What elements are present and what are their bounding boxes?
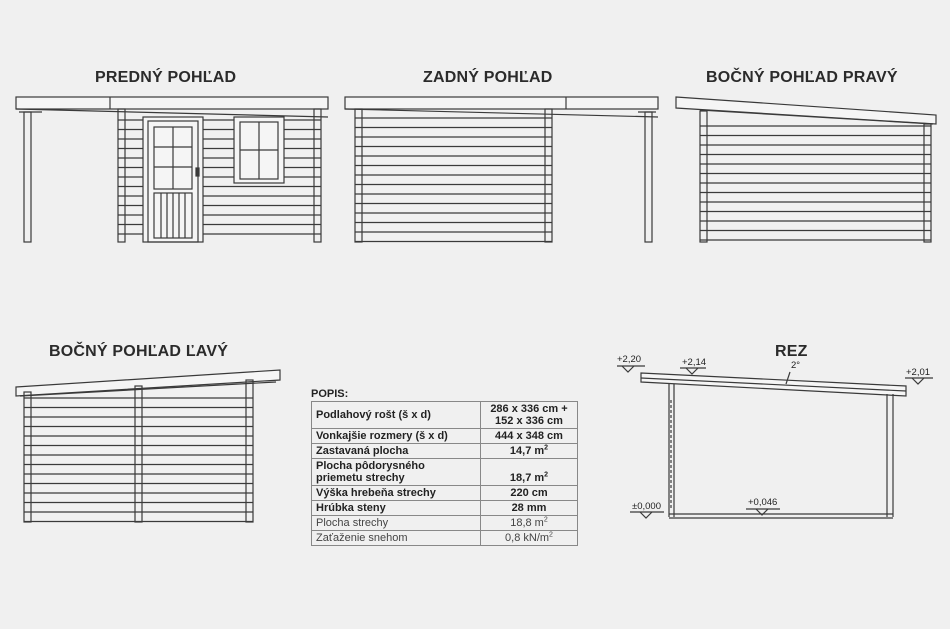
spec-label: Podlahový rošt (š x d): [312, 402, 481, 429]
level-top-right: +2,01: [906, 367, 931, 378]
spec-row-roof-area: [312, 516, 578, 531]
spec-label: Zastavaná plocha: [312, 444, 481, 459]
spec-title: POPIS:: [311, 388, 349, 400]
spec-value: 0,8 $kN/m^2$: [481, 531, 578, 546]
section-slope: 2°: [791, 360, 801, 371]
spec-value: 18,7 $m^2$: [481, 459, 578, 486]
spec-row-floor-grid: [312, 402, 578, 429]
front-view-drawing: [16, 97, 328, 242]
spec-row-wall-thickness: [312, 501, 578, 516]
spec-row-outer-dimensions: [312, 429, 578, 444]
spec-value: 220 cm: [481, 486, 578, 501]
spec-value: 286 x 336 cm + 152 x 336 cm: [481, 402, 578, 429]
level-floor-mid: +0,046: [748, 497, 778, 508]
spec-row-snow-load: [312, 531, 578, 546]
spec-value: 14,7 $m^2$: [481, 444, 578, 459]
side-left-view-title: BOČNÝ POHĽAD ĽAVÝ: [49, 343, 229, 360]
spec-row-built-area: [312, 444, 578, 459]
back-view-drawing: [345, 97, 658, 242]
spec-label: Hrúbka steny: [312, 501, 481, 516]
spec-label: Plocha strechy: [312, 516, 481, 531]
side-right-view-drawing: [676, 97, 936, 242]
spec-label: Výška hrebeňa strechy: [312, 486, 481, 501]
spec-value: 18,8 $m^2$: [481, 516, 578, 531]
spec-row-ridge-height: [312, 486, 578, 501]
section-view-title: REZ: [775, 343, 808, 360]
spec-label: Vonkajšie rozmery (š x d): [312, 429, 481, 444]
spec-label: Plocha pôdorysného priemetu strechy: [312, 459, 481, 486]
spec-value: 28 mm: [481, 501, 578, 516]
side-left-view-drawing: [16, 370, 280, 522]
spec-row-roof-projection: [312, 459, 578, 486]
side-right-view-title: BOČNÝ POHĽAD PRAVÝ: [706, 69, 898, 86]
level-floor-left: ±0,000: [632, 501, 661, 512]
level-top-left: +2,20: [617, 354, 642, 365]
spec-table: [311, 401, 578, 546]
spec-value: 444 x 348 cm: [481, 429, 578, 444]
section-view-drawing: [617, 366, 933, 518]
front-view-title: PREDNÝ POHĽAD: [95, 69, 237, 86]
spec-label: Zaťaženie snehom: [312, 531, 481, 546]
level-top-mid: +2,14: [682, 357, 707, 368]
back-view-title: ZADNÝ POHĽAD: [423, 69, 553, 86]
